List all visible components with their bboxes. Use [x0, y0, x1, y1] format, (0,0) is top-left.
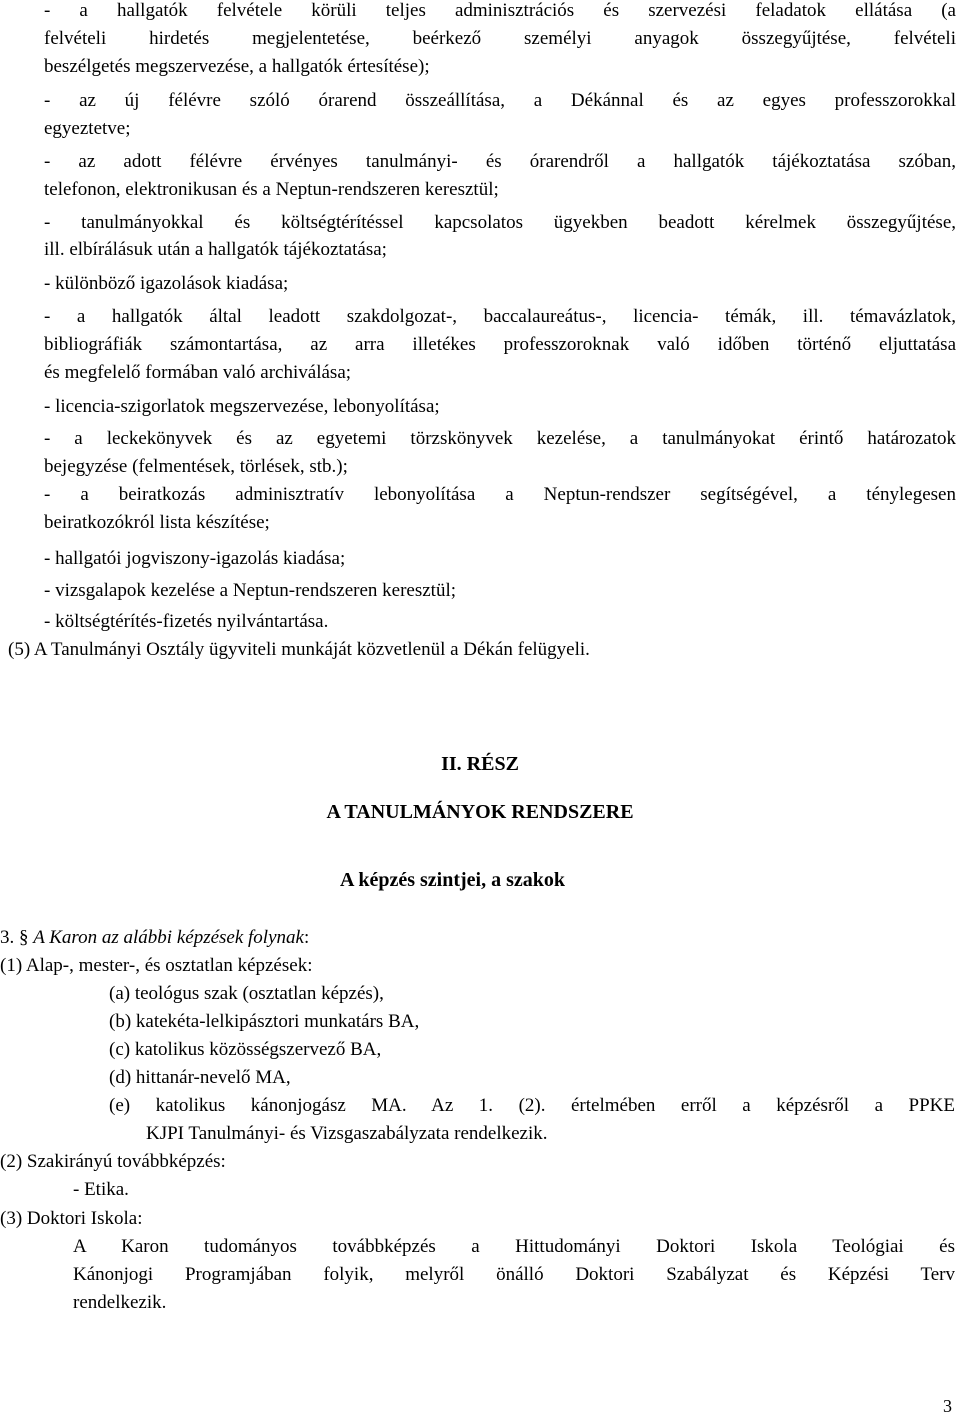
section-3-title: A Karon az alábbi képzések folynak — [33, 927, 304, 948]
list-item: (a) teológus szak (osztatlan képzés), — [109, 983, 384, 1004]
list-item-continued: beszélgetés megszervezése, a hallgatók értesítése); — [44, 56, 430, 77]
list-item: - az új félévre szóló órarend összeállítása, a Dékánnal és az egyes professzorokkal — [44, 90, 956, 111]
paragraph-5: (5) A Tanulmányi Osztály ügyviteli munkáját közvetlenül a Dékán felügyeli. — [8, 639, 590, 660]
subsection-2: (2) Szakirányú továbbképzés: — [0, 1151, 226, 1172]
list-item-continued: egyeztetve; — [44, 118, 131, 139]
part-title: II. RÉSZ — [441, 753, 519, 775]
list-item: - licencia-szigorlatok megszervezése, lebonyolítása; — [44, 396, 440, 417]
part-subtitle: A TANULMÁNYOK RENDSZERE — [326, 801, 634, 823]
list-item: - különböző igazolások kiadása; — [44, 273, 289, 294]
section-3-colon: : — [303, 927, 310, 948]
list-item: - vizsgalapok kezelése a Neptun-rendszeren keresztül; — [44, 580, 456, 601]
list-item: (b) katekéta-lelkipásztori munkatárs BA, — [109, 1011, 420, 1032]
section-number: 3. — [0, 927, 15, 948]
list-item: - a beiratkozás adminisztratív lebonyolítása a Neptun-rendszer segítségével, a ténylegesen — [44, 484, 956, 505]
paragraph-line: rendelkezik. — [73, 1292, 167, 1313]
paragraph-line: Kánonjogi Programjában folyik, melyről önálló Doktori Szabályzat és Képzési Terv — [73, 1264, 955, 1285]
list-item-continued: ill. elbírálásuk után a hallgatók tájékoztatása; — [44, 239, 387, 260]
list-item: - Etika. — [73, 1179, 129, 1200]
list-item-continued: és megfelelő formában való archiválása; — [44, 362, 352, 383]
list-item: - a hallgatók felvétele körüli teljes adminisztrációs és szervezési feladatok ellátása (a — [44, 0, 956, 21]
list-item: - az adott félévre érvényes tanulmányi- és órarendről a hallgatók tájékoztatása szóban, — [44, 151, 956, 172]
list-item: - a leckekönyvek és az egyetemi törzskönyvek kezelése, a tanulmányokat érintő határozatok — [44, 428, 956, 449]
section-3-heading — [0, 924, 956, 952]
list-item-continued: KJPI Tanulmányi- és Vizsgaszabályzata rendelkezik. — [146, 1123, 548, 1144]
paragraph-line: A Karon tudományos továbbképzés a Hittudományi Doktori Iskola Teológiai és — [73, 1236, 955, 1257]
list-item-continued: felvételi hirdetés megjelentetése, beérkező személyi anyagok összegyűjtése, felvételi — [44, 28, 956, 49]
section-title: A képzés szintjei, a szakok — [340, 869, 565, 891]
list-item-continued: bibliográfiák számontartása, az arra illetékes professzoroknak való időben történő eljuttatása — [44, 334, 956, 355]
list-item: (d) hittanár-nevelő MA, — [109, 1067, 291, 1088]
list-item-continued: telefonon, elektronikusan és a Neptun-rendszeren keresztül; — [44, 179, 499, 200]
list-item: - a hallgatók által leadott szakdolgozat-, baccalaureátus-, licencia- témák, ill. témavázlatok, — [44, 306, 956, 327]
list-item-continued: bejegyzése (felmentések, törlések, stb.); — [44, 456, 348, 477]
subsection-3: (3) Doktori Iskola: — [0, 1208, 143, 1229]
list-item: - tanulmányokkal és költségtérítéssel kapcsolatos ügyekben beadott kérelmek összegyűjtése, — [44, 212, 956, 233]
section-symbol: § — [19, 927, 29, 948]
subsection-1: (1) Alap-, mester-, és osztatlan képzések: — [0, 955, 313, 976]
list-item-continued: beiratkozókról lista készítése; — [44, 512, 270, 533]
list-item: (e) katolikus kánonjogász MA. Az 1. (2). értelmében erről a képzésről a PPKE — [109, 1095, 955, 1116]
list-item: - költségtérítés-fizetés nyilvántartása. — [44, 611, 329, 632]
page-number: 3 — [943, 1396, 952, 1416]
list-item: (c) katolikus közösségszervező BA, — [109, 1039, 382, 1060]
list-item: - hallgatói jogviszony-igazolás kiadása; — [44, 548, 346, 569]
